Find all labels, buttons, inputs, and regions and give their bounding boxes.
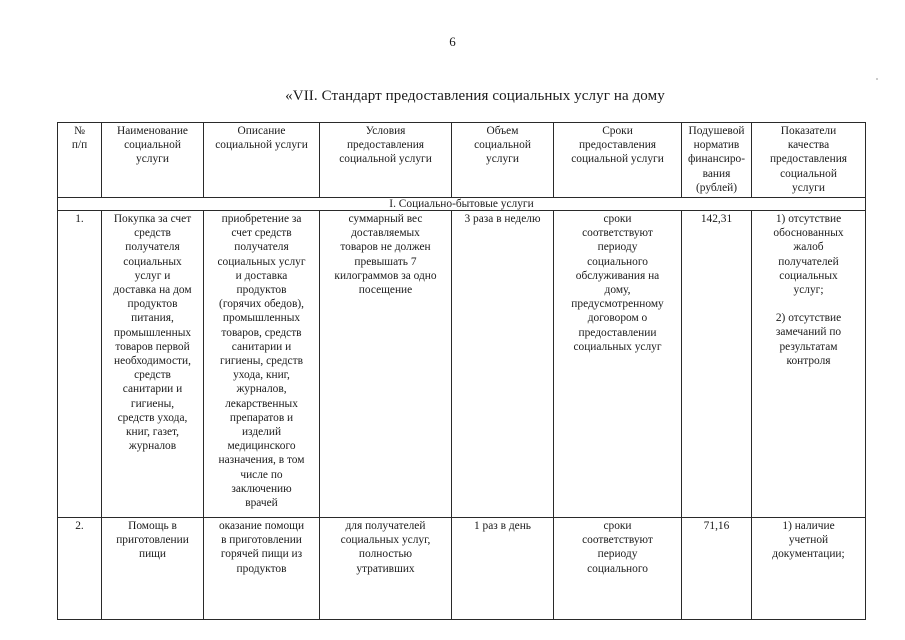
- table-header-row: [58, 123, 866, 198]
- header-number: № п/п: [58, 123, 102, 198]
- header-service-name: Наименование социальной услуги: [102, 123, 204, 198]
- service-volume: 3 раза в неделю: [452, 211, 554, 518]
- service-funding: 71,16: [682, 518, 752, 620]
- header-terms: Сроки предоставления социальной услуги: [554, 123, 682, 198]
- table-row: [58, 518, 866, 620]
- section-heading: I. Социально-бытовые услуги: [58, 198, 866, 211]
- quality-indicator-1: 1) наличие учетной документации;: [772, 520, 845, 561]
- service-quality: [752, 211, 866, 518]
- section-row: [58, 198, 866, 211]
- service-description: оказание помощи в приготовлении горячей пищи из продуктов: [204, 518, 320, 620]
- service-name: Помощь в приготовлении пищи: [102, 518, 204, 620]
- row-number: 2.: [58, 518, 102, 620]
- quality-indicator-2: 2) отсутствие замечаний по результатам контроля: [775, 312, 842, 367]
- header-quality: Показатели качества предоставления социальной услуги: [752, 123, 866, 198]
- service-funding: 142,31: [682, 211, 752, 518]
- service-volume: 1 раз в день: [452, 518, 554, 620]
- row-number: 1.: [58, 211, 102, 518]
- service-description: приобретение за счет средств получателя социальных услуг и доставка продуктов (горячих обедов), промышленных товаров, средств санитарии и гигиены, средств ухода, книг, журналов, лекарственных препаратов и изделий медицинского назначения, в том числе по заключению врачей: [204, 211, 320, 518]
- service-conditions: для получателей социальных услуг, полностью утративших: [320, 518, 452, 620]
- service-quality: [752, 518, 866, 620]
- service-conditions: суммарный вес доставляемых товаров не должен превышать 7 килограммов за одно посещение: [320, 211, 452, 518]
- service-terms: сроки соответствуют периоду социального: [554, 518, 682, 620]
- scan-speck: [876, 78, 878, 80]
- page-number: 6: [449, 34, 456, 49]
- service-name: Покупка за счет средств получателя социальных услуг и доставка на дом продуктов питания, промышленных товаров первой необходимости, средств санитарии и гигиены, средств ухода, книг, газет, журналов: [102, 211, 204, 518]
- header-service-description: Описание социальной услуги: [204, 123, 320, 198]
- table-row: [58, 211, 866, 518]
- quality-indicator-1: 1) отсутствие обоснованных жалоб получателей социальных услуг;: [773, 213, 844, 297]
- header-volume: Объем социальной услуги: [452, 123, 554, 198]
- header-funding: Подушевой норматив финансиро- вания (рублей): [682, 123, 752, 198]
- service-terms: сроки соответствуют периоду социального обслуживания на дому, предусмотренному договором о предоставлении социальных услуг: [554, 211, 682, 518]
- header-conditions: Условия предоставления социальной услуги: [320, 123, 452, 198]
- document-title: «VII. Стандарт предоставления социальных услуг на дому: [285, 88, 665, 104]
- service-standard-table: [57, 122, 866, 620]
